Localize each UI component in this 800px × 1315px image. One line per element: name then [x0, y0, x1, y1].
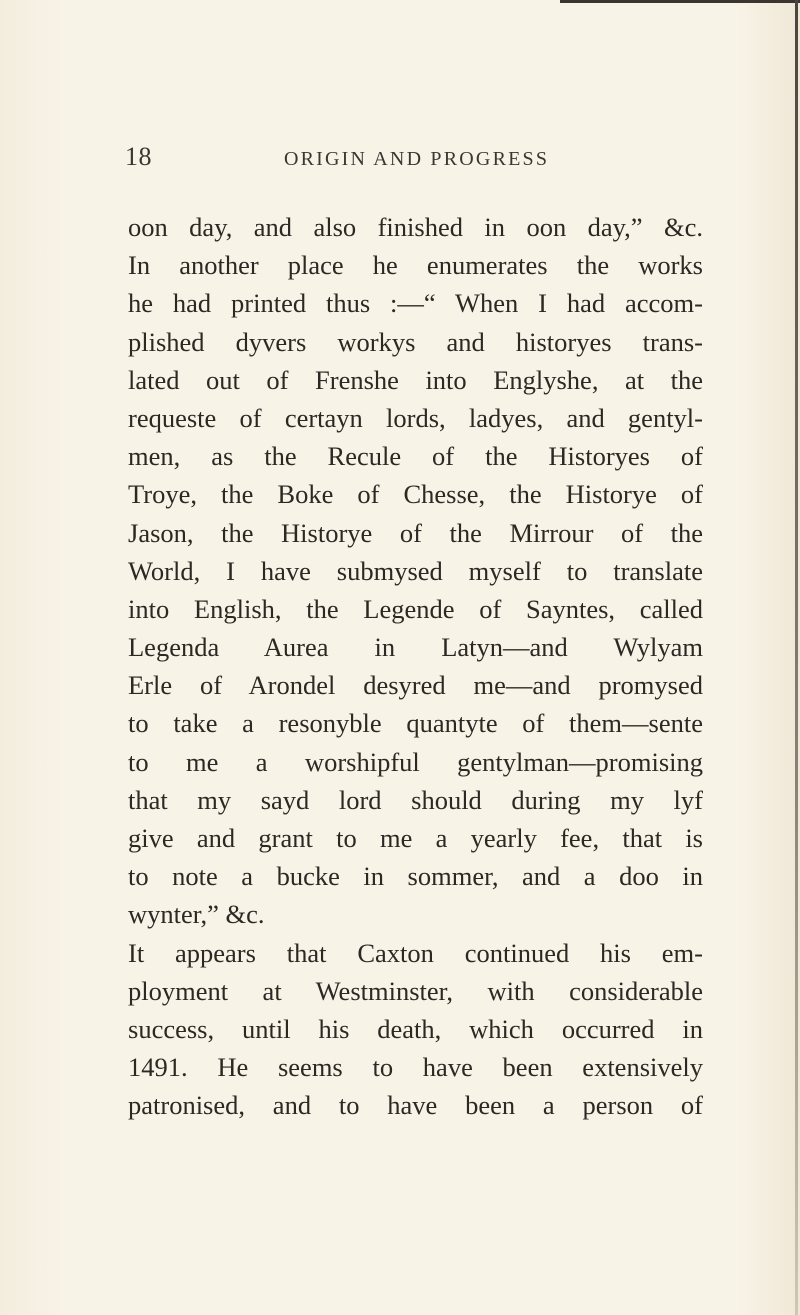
text-line: In another place he enumerates the works	[128, 250, 703, 281]
text-line: wynter,” &c.	[128, 899, 265, 930]
text-line: he had printed thus :—“ When I had accom-	[128, 288, 703, 319]
text-line: success, until his death, which occurred in	[128, 1013, 703, 1044]
text-line: 1491. He seems to have been extensively	[128, 1052, 703, 1083]
body-text	[128, 208, 703, 1125]
text-line: It appears that Caxton continued his em-	[128, 937, 703, 968]
text-line: lated out of Frenshe into Englyshe, at the	[128, 364, 703, 395]
text-line: oon day, and also finished in oon day,” &c.	[128, 212, 703, 242]
text-line: Legenda Aurea in Latyn—and Wylyam	[128, 632, 703, 663]
page-number: 18	[125, 142, 152, 171]
text-line: requeste of certayn lords, ladyes, and gentyl-	[128, 402, 703, 433]
text-line: plished dyvers workys and historyes trans-	[128, 326, 703, 357]
text-line: to note a bucke in sommer, and a doo in	[128, 861, 703, 892]
text-line: World, I have submysed myself to translate	[128, 555, 703, 586]
text-line: give and grant to me a yearly fee, that is	[128, 823, 703, 853]
text-line: Troye, the Boke of Chesse, the Historye of	[128, 479, 703, 510]
text-line: patronised, and to have been a person of	[128, 1090, 703, 1121]
text-line: men, as the Recule of the Historyes of	[128, 441, 703, 472]
running-head: ORIGIN AND PROGRESS	[284, 148, 550, 170]
text-line: Jason, the Historye of the Mirrour of the	[128, 517, 703, 548]
right-edge-rule	[795, 0, 798, 1315]
text-line: to take a resonyble quantyte of them—sente	[128, 708, 703, 739]
text-line: into English, the Legende of Sayntes, called	[128, 593, 703, 624]
text-line: to me a worshipful gentylman—promising	[128, 746, 703, 777]
text-line: ployment at Westminster, with considerable	[128, 975, 703, 1006]
top-edge-rule	[560, 0, 800, 3]
text-line: Erle of Arondel desyred me—and promysed	[128, 670, 703, 701]
text-line: that my sayd lord should during my lyf	[128, 784, 703, 815]
